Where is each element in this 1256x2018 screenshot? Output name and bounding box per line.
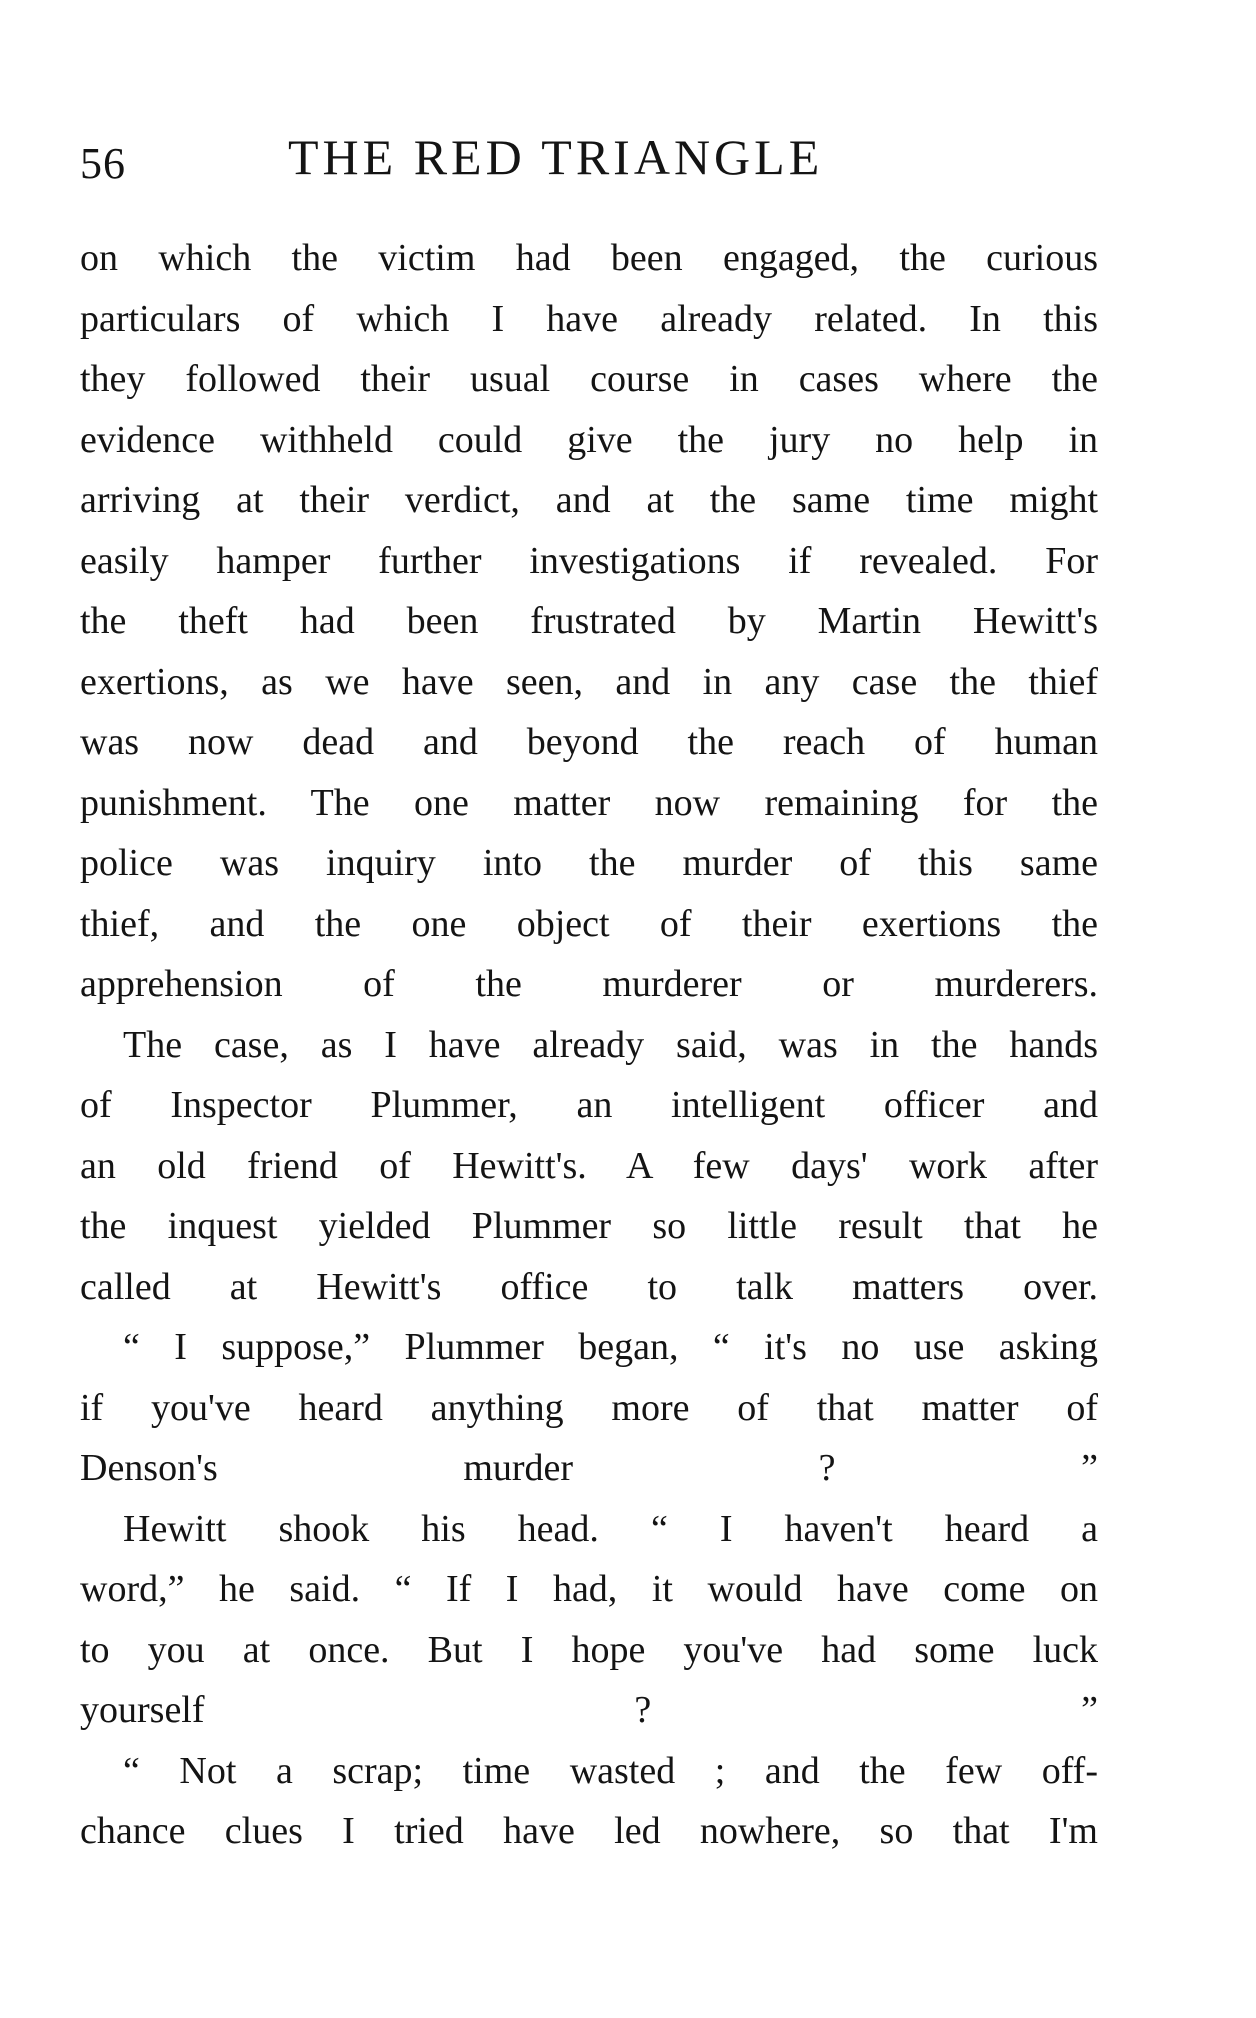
text-line: yourself ? ”	[80, 1689, 1098, 1731]
text-line: apprehension of the murderer or murderers.	[80, 963, 1098, 1005]
text-line: an old friend of Hewitt's. A few days' work after	[80, 1144, 1098, 1187]
text-line: was now dead and beyond the reach of human	[80, 721, 1098, 763]
body-text	[80, 228, 1098, 1862]
text-line: on which the victim had been engaged, the curious	[80, 237, 1098, 279]
text-line: The case, as I have already said, was in the hands	[123, 1023, 1098, 1066]
text-line: easily hamper further investigations if revealed. For	[80, 539, 1098, 582]
text-line: word,” he said. “ If I had, it would have come on	[80, 1568, 1098, 1610]
text-line: if you've heard anything more of that matter of	[80, 1386, 1098, 1429]
paragraph	[80, 1015, 1098, 1318]
text-line: “ I suppose,” Plummer began, “ it's no use asking	[123, 1326, 1098, 1368]
paragraph	[80, 1317, 1098, 1499]
paragraph	[80, 228, 1098, 1015]
text-line: of Inspector Plummer, an intelligent officer and	[80, 1084, 1098, 1126]
text-line: arriving at their verdict, and at the same time might	[80, 479, 1098, 521]
text-line: punishment. The one matter now remaining for the	[80, 781, 1098, 824]
paragraph	[80, 1741, 1098, 1862]
page-number: 56	[80, 139, 126, 188]
text-line: “ Not a scrap; time wasted ; and the few off-	[123, 1749, 1098, 1792]
text-line: chance clues I tried have led nowhere, so that I'm	[80, 1810, 1098, 1852]
text-line: called at Hewitt's office to talk matters over.	[80, 1265, 1098, 1308]
text-line: evidence withheld could give the jury no help in	[80, 418, 1098, 461]
text-line: the theft had been frustrated by Martin Hewitt's	[80, 600, 1098, 642]
text-line: Denson's murder ? ”	[80, 1447, 1098, 1489]
page-header	[80, 128, 1100, 208]
text-line: Hewitt shook his head. “ I haven't heard a	[123, 1507, 1098, 1550]
running-title: THE RED TRIANGLE	[288, 129, 824, 185]
paragraph	[80, 1499, 1098, 1741]
text-line: the inquest yielded Plummer so little result that he	[80, 1205, 1098, 1247]
text-line: thief, and the one object of their exertions the	[80, 902, 1098, 945]
text-line: police was inquiry into the murder of this same	[80, 842, 1098, 884]
text-line: they followed their usual course in cases where the	[80, 358, 1098, 400]
text-line: particulars of which I have already related. In this	[80, 297, 1098, 340]
text-line: to you at once. But I hope you've had some luck	[80, 1628, 1098, 1671]
text-line: exertions, as we have seen, and in any case the thief	[80, 660, 1098, 703]
